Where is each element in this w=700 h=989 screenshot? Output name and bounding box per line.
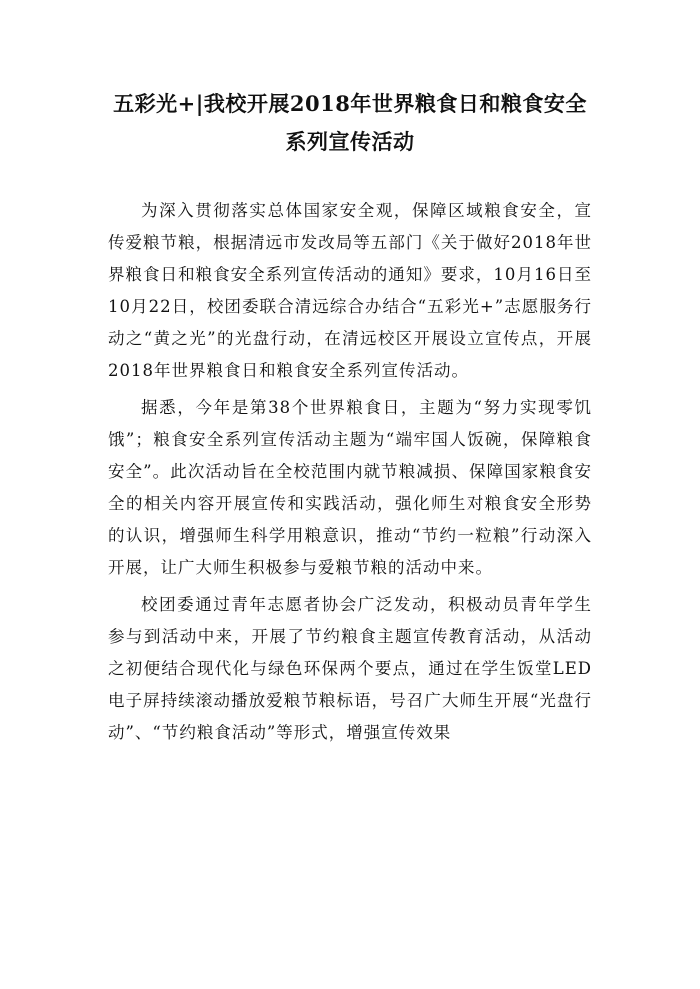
document-title-line-1: 五彩光+|我校开展2018年世界粮食日和粮食安全	[113, 91, 587, 116]
body-paragraph-2: 据悉，今年是第38个世界粮食日，主题为“努力实现零饥饿”；粮食安全系列宣传活动主题为“端牢国人饭碗，保障粮食安全”。此次活动旨在全校范围内就节粮减损、保障国家粮食安全的相关内容开展宣传和实践活动，强化师生对粮食安全形势的认识，增强师生科学用粮意识，推动“节约一粒粮”行动深入开展，让广大师生积极参与爱粮节粮的活动中来。	[108, 398, 592, 577]
body-paragraph-3: 校团委通过青年志愿者协会广泛发动，积极动员青年学生参与到活动中来，开展了节约粮食主题宣传教育活动，从活动之初便结合现代化与绿色环保两个要点，通过在学生饭堂LED电子屏持续滚动播放爱粮节粮标语，号召广大师生开展“光盘行动”、“节约粮食活动”等形式，增强宣传效果	[108, 595, 592, 742]
body-paragraph-1: 为深入贯彻落实总体国家安全观，保障区域粮食安全，宣传爱粮节粮，根据清远市发改局等五部门《关于做好2018年世界粮食日和粮食安全系列宣传活动的通知》要求，10月16日至10月22日，校团委联合清远综合办结合“五彩光+”志愿服务行动之“黄之光”的光盘行动，在清远校区开展设立宣传点，开展2018年世界粮食日和粮食安全系列宣传活动。	[108, 201, 592, 380]
document-body	[108, 195, 592, 754]
document-title-line-2: 系列宣传活动	[285, 129, 415, 154]
